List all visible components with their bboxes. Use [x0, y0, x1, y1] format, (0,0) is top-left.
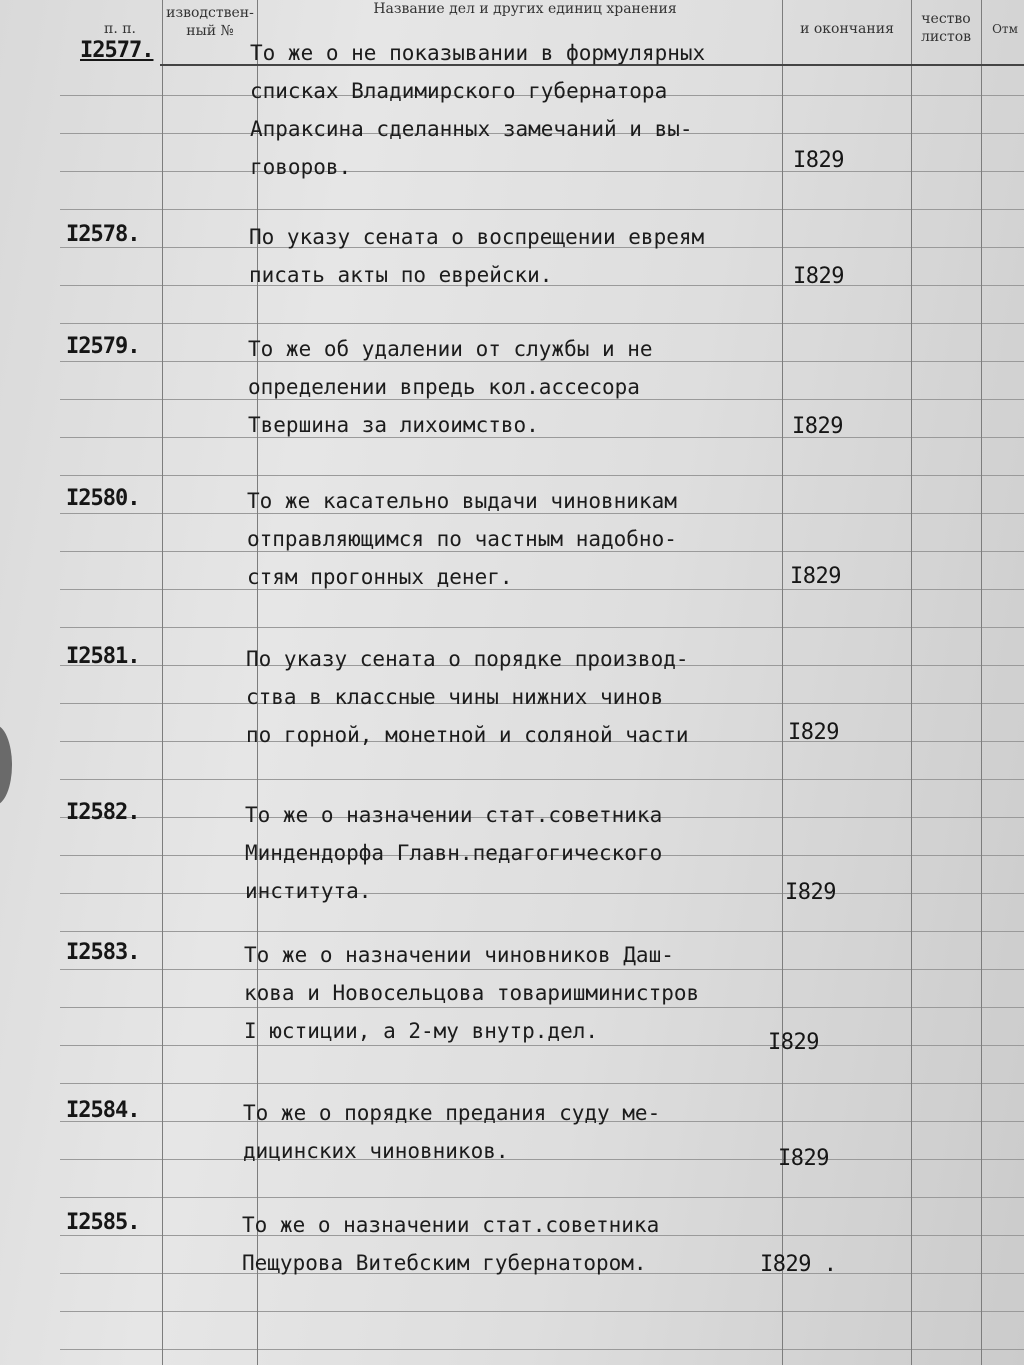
entry-title-line: Пещурова Витебским губернатором.: [242, 1251, 647, 1275]
entry-year: I829: [790, 564, 841, 589]
column-rule-number: [162, 0, 163, 1365]
entry-title-line: Миндендорфа Главн.педагогического: [245, 841, 663, 865]
entry-year: I829: [768, 1030, 819, 1055]
header-notes: Отм: [992, 22, 1018, 36]
entry-year: I829: [793, 264, 844, 289]
entry-number: I2578.: [66, 222, 140, 247]
entry-title-line: По указу сената о воспрещении евреям: [249, 225, 705, 249]
entry-number: I2582.: [66, 800, 140, 825]
ruled-line: [60, 779, 1024, 780]
column-rule-dates: [911, 0, 912, 1365]
entry-year: I829: [778, 1146, 829, 1171]
entry-title-line: дицинских чиновников.: [243, 1139, 509, 1163]
ruled-line: [60, 1083, 1024, 1084]
entry-title-line: отправляющимся по частным надобно-: [247, 527, 677, 551]
entry-year: I829 .: [760, 1252, 837, 1277]
entry-number: I2581.: [66, 644, 140, 669]
ruled-line: [60, 209, 1024, 210]
header-number: п. п.: [103, 21, 136, 37]
entry-title-line: говоров.: [250, 155, 352, 179]
header-sheets: чество листов: [920, 11, 972, 45]
entry-title-line: Твершина за лихоимство.: [248, 413, 539, 437]
entry-title-line: По указу сената о порядке производ-: [246, 647, 689, 671]
header-title: Название дел и других единиц хранения: [373, 1, 677, 17]
entry-number: I2577.: [80, 38, 154, 63]
entry-number: I2579.: [66, 334, 140, 359]
binder-hole: [0, 725, 12, 805]
ruled-line: [60, 1311, 1024, 1312]
ruled-line: [60, 475, 1024, 476]
ruled-line: [60, 1197, 1024, 1198]
column-rule-sheets: [981, 0, 982, 1365]
entry-year: I829: [788, 720, 839, 745]
entry-title-line: Апраксина сделанных замечаний и вы-: [250, 117, 693, 141]
entry-number: I2585.: [66, 1210, 140, 1235]
entry-title-line: То же о назначении чиновников Даш-: [244, 943, 674, 967]
entry-title-line: института.: [245, 879, 372, 903]
entry-title-line: То же о назначении стат.советника: [245, 803, 663, 827]
header-prod-number: изводствен- ный №: [166, 5, 254, 39]
entry-title-line: списках Владимирского губернатора: [250, 79, 668, 103]
entry-title-line: определении впредь кол.ассесора: [248, 375, 640, 399]
entry-title-line: кова и Новосельцова товаришминистров: [244, 981, 700, 1005]
entry-title-line: То же о порядке предания суду ме-: [243, 1101, 661, 1125]
entry-number: I2583.: [66, 940, 140, 965]
entry-title-line: по горной, монетной и соляной части: [246, 723, 689, 747]
ruled-line: [60, 627, 1024, 628]
ruled-line: [60, 931, 1024, 932]
entry-number: I2584.: [66, 1098, 140, 1123]
entry-title-line: ства в классные чины нижних чинов: [246, 685, 664, 709]
entry-year: I829: [792, 414, 843, 439]
entry-title-line: I юстиции, а 2-му внутр.дел.: [244, 1019, 599, 1043]
entry-number: I2580.: [66, 486, 140, 511]
entry-title-line: То же о не показывании в формулярных: [250, 41, 706, 65]
entry-title-line: То же о назначении стат.советника: [242, 1213, 660, 1237]
entry-title-line: То же об удалении от службы и не: [248, 337, 653, 361]
entry-title-line: писать акты по еврейски.: [249, 263, 553, 287]
entry-title-line: стям прогонных денег.: [247, 565, 513, 589]
entry-year: I829: [793, 148, 844, 173]
ruled-line: [60, 323, 1024, 324]
header-dates: и окончания: [800, 21, 894, 37]
entry-title-line: То же касательно выдачи чиновникам: [247, 489, 677, 513]
entry-year: I829: [785, 880, 836, 905]
ruled-line: [60, 1349, 1024, 1350]
